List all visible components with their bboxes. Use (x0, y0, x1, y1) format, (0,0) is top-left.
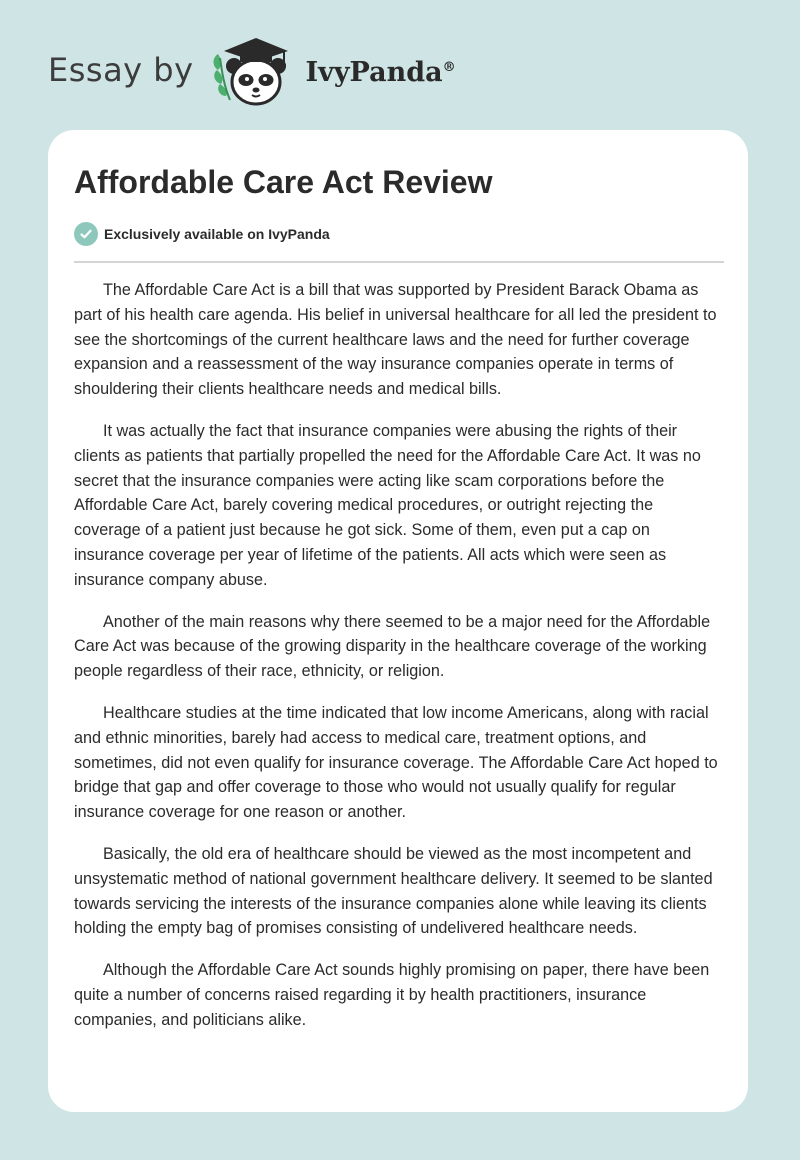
brand-name-text: IvyPanda (305, 56, 443, 88)
paragraph: It was actually the fact that insurance companies were abusing the rights of their clients as patients that partially propelled the need for the Affordable Care Act. It was no secret that the insurance companies were acting like scam corporations before the Affordable Care Act, barely covering medical procedures, or outright rejecting the coverage of a patient just because he got sick. Some of them, even put a cap on insurance coverage per year of lifetime of the patients. All acts which were seen as insurance company abuse. (74, 421, 701, 589)
essay-card (48, 130, 748, 1112)
exclusive-badge (74, 222, 330, 246)
paragraph: Although the Affordable Care Act sounds highly promising on paper, there have been quite a number of concerns raised regarding it by health practitioners, insurance companies, and politicians alike. (74, 961, 710, 1029)
divider (74, 261, 724, 263)
panda-graduate-logo-icon[interactable] (208, 30, 300, 110)
essay-by-label: Essay by (48, 51, 194, 89)
page-title: Affordable Care Act Review (74, 164, 493, 200)
paragraph: The Affordable Care Act is a bill that was supported by President Barack Obama as part of his health care agenda. His belief in universal healthcare for all led the president to see the shortcomings of the current healthcare laws and the need for further coverage expansion and a reassessment of the way insurance companies operate in terms of shouldering their clients healthcare needs and medical bills. (74, 281, 717, 399)
paragraph: Healthcare studies at the time indicated that low income Americans, along with racial and ethnic minorities, barely had access to medical care, treatment options, and sometimes, did not even qualify for insurance coverage. The Affordable Care Act hoped to bridge that gap and offer coverage to those who would not usually qualify for regular insurance coverage for one reason or another. (74, 703, 718, 822)
brand-name[interactable] (306, 57, 456, 88)
paragraph: Basically, the old era of healthcare should be viewed as the most incompetent and unsystematic method of national government healthcare delivery. It seemed to be slanted towards servicing the interests of the insurance companies alone while leaving its clients holding the empty bag of promises consisting of undelivered healthcare needs. (74, 844, 713, 938)
exclusive-text: Exclusively available on IvyPanda (104, 226, 330, 242)
check-circle-icon (74, 222, 98, 246)
paragraph: Another of the main reasons why there seemed to be a major need for the Affordable Care Act was because of the growing disparity in the healthcare coverage of the working people regardless of their race, ethnicity, or religion. (74, 612, 711, 681)
site-header (48, 30, 456, 110)
registered-mark: ® (442, 59, 456, 75)
essay-body (74, 278, 724, 1050)
